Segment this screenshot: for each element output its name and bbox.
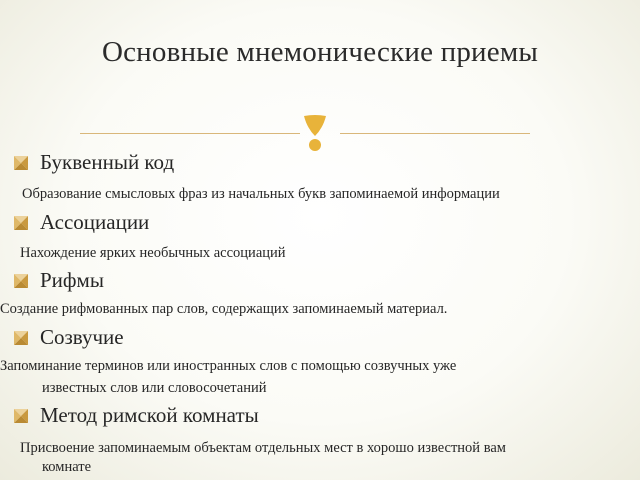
square-bullet-icon (14, 274, 28, 288)
square-bullet-icon (14, 331, 28, 345)
item-description-line1: Присвоение запоминаемым объектам отдельных мест в хорошо известной вам (20, 440, 506, 456)
divider-right (340, 133, 530, 134)
item-description: Создание рифмованных пар слов, содержащих запоминаемый материал. (0, 301, 448, 317)
item-description-line1: Запоминание терминов или иностранных слов с помощью созвучных уже (0, 358, 457, 374)
square-bullet-icon (14, 216, 28, 230)
item-description-line2: комнате (42, 459, 92, 475)
slide-title: Основные мнемонические приемы (101, 36, 539, 68)
item-description-line2: известных слов или словосочетаний (42, 380, 267, 396)
list-item-heading (14, 325, 124, 350)
item-heading: Созвучие (40, 325, 124, 349)
item-description: Нахождение ярких необычных ассоциаций (20, 245, 286, 261)
item-description: Образование смысловых фраз из начальных букв запоминаемой информации (22, 186, 500, 202)
list-item-heading (14, 210, 149, 235)
list-item-heading (14, 268, 104, 293)
list-item-heading (14, 403, 259, 428)
list-item-heading (14, 150, 174, 175)
divider-left (80, 133, 300, 134)
item-heading: Рифмы (40, 268, 104, 292)
square-bullet-icon (14, 409, 28, 423)
item-heading: Метод римской комнаты (40, 403, 259, 427)
item-heading: Ассоциации (40, 210, 150, 234)
item-heading: Буквенный код (40, 150, 175, 174)
drop-ornament-icon (302, 114, 328, 152)
square-bullet-icon (14, 156, 28, 170)
